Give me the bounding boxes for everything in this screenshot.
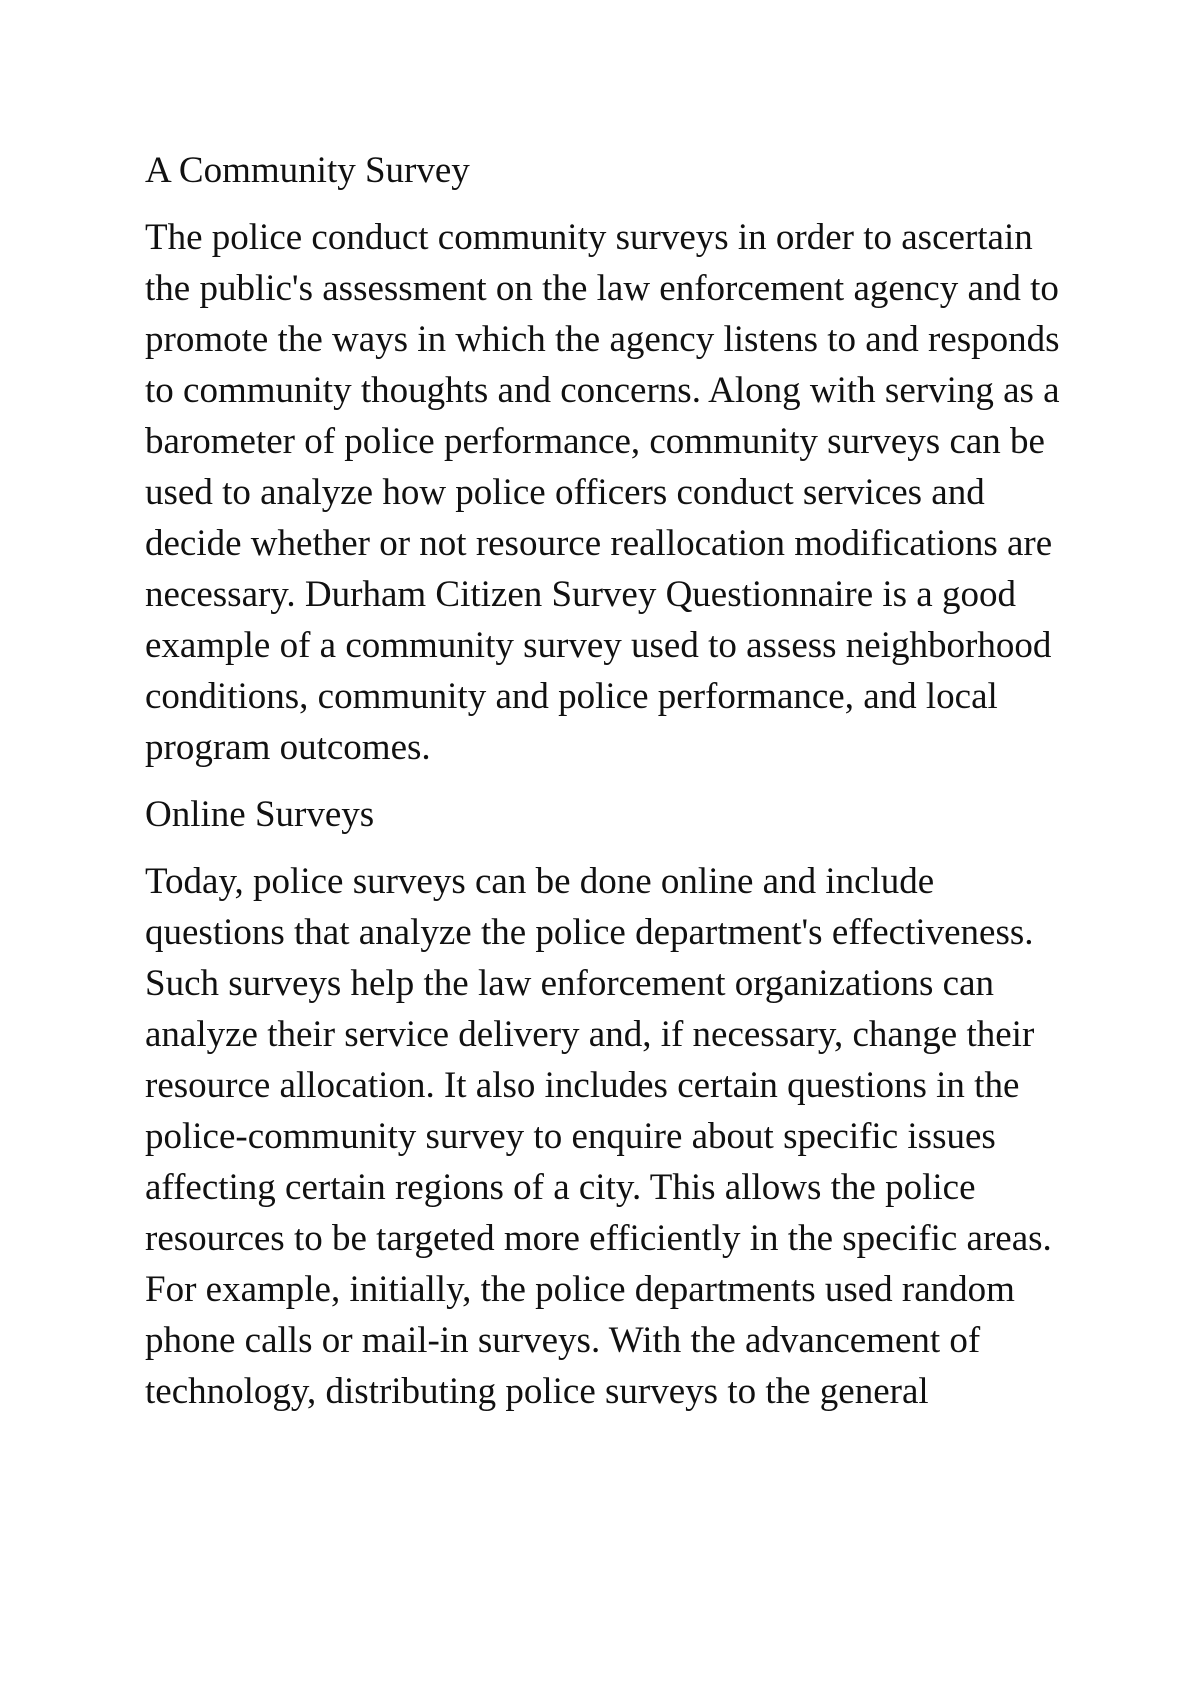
section-heading: Online Surveys: [145, 794, 375, 835]
section-paragraph: Today, police surveys can be done online and include questions that analyze the police department's effectiveness. Such surveys help the law enforcement organizations can analyze their service delivery and, if necessary, change their resource allocation. It also includes certain questions in the police-community survey to enquire about specific issues affecting certain regions of a city. This allows the police resources to be targeted more efficiently in the specific areas. For example, initially, the police departments used random phone calls or mail-in surveys. With the advancement of technology, distributing police surveys to the general: [145, 861, 1052, 1412]
section-heading: A Community Survey: [145, 150, 470, 191]
section-paragraph: The police conduct community surveys in order to ascertain the public's assessment on the law enforcement agency and to promote the ways in which the agency listens to and responds to community thoughts and concerns. Along with serving as a barometer of police performance, community surveys can be used to analyze how police officers conduct services and decide whether or not resource reallocation modifications are necessary. Durham Citizen Survey Questionnaire is a good example of a community survey used to assess neighborhood conditions, community and police performance, and local program outcomes.: [145, 217, 1060, 768]
document-body: [145, 145, 1075, 1433]
